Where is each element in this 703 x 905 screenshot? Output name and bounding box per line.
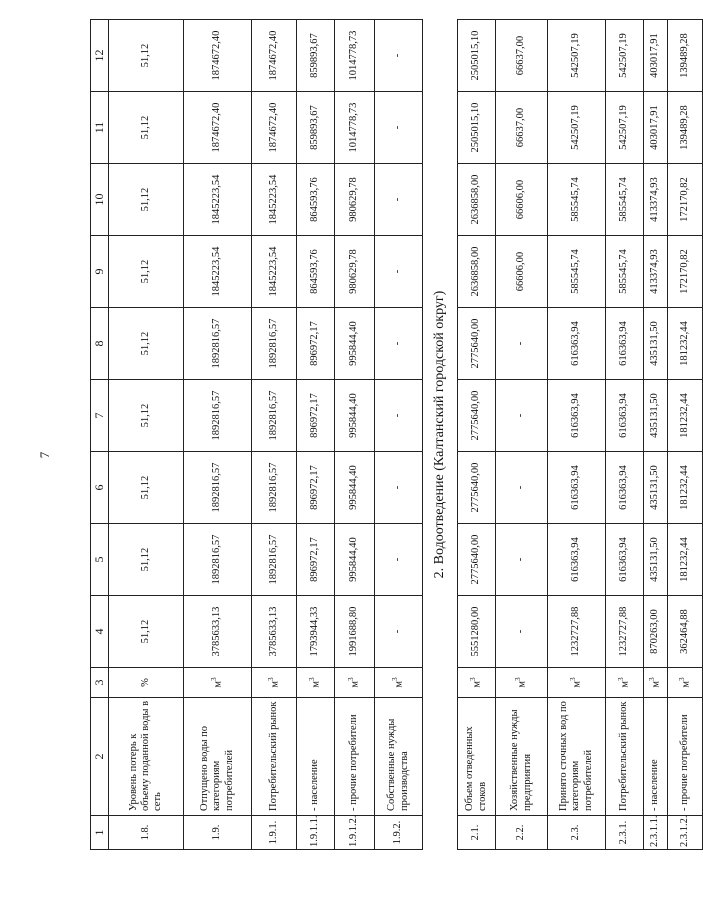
- row-code: 1.9.2.: [375, 816, 423, 850]
- value-cell: 1874672,40: [252, 92, 297, 164]
- value-cell: 51,12: [109, 236, 184, 308]
- value-cell: 1892816,57: [252, 308, 297, 380]
- value-cell: -: [375, 308, 423, 380]
- value-cell: 616363,94: [606, 452, 644, 524]
- value-cell: 616363,94: [548, 308, 606, 380]
- column-number-row: [91, 20, 109, 850]
- value-cell: 1892816,57: [184, 308, 252, 380]
- value-cell: 995844,40: [335, 308, 375, 380]
- column-number: 4: [91, 596, 109, 668]
- column-number: 9: [91, 236, 109, 308]
- value-cell: 66606,00: [496, 236, 548, 308]
- value-cell: 413374,93: [644, 236, 668, 308]
- value-cell: 585545,74: [548, 236, 606, 308]
- row-name: - население: [644, 698, 668, 816]
- row-name: - население: [297, 698, 335, 816]
- value-cell: 1793944,33: [297, 596, 335, 668]
- row-code: 1.9.1.1.: [297, 816, 335, 850]
- value-cell: 139489,28: [668, 92, 703, 164]
- value-cell: 980629,78: [335, 164, 375, 236]
- value-cell: -: [496, 452, 548, 524]
- value-cell: 1874672,40: [184, 20, 252, 92]
- value-cell: 51,12: [109, 92, 184, 164]
- unit-cell: $м^3$: [335, 668, 375, 698]
- value-cell: 51,12: [109, 308, 184, 380]
- value-cell: -: [375, 164, 423, 236]
- value-cell: 181232,44: [668, 524, 703, 596]
- unit-cell: $м^3$: [668, 668, 703, 698]
- value-cell: 1874672,40: [184, 92, 252, 164]
- value-cell: 1014778,73: [335, 20, 375, 92]
- value-cell: 172170,82: [668, 236, 703, 308]
- column-number: 7: [91, 380, 109, 452]
- value-cell: 542507,19: [606, 20, 644, 92]
- value-cell: 362464,88: [668, 596, 703, 668]
- value-cell: 2775640,00: [458, 308, 496, 380]
- value-cell: 1232727,88: [548, 596, 606, 668]
- value-cell: 864593,76: [297, 164, 335, 236]
- value-cell: 1991688,80: [335, 596, 375, 668]
- value-cell: 51,12: [109, 596, 184, 668]
- value-cell: 585545,74: [606, 236, 644, 308]
- value-cell: 542507,19: [606, 92, 644, 164]
- value-cell: 870263,00: [644, 596, 668, 668]
- value-cell: 181232,44: [668, 452, 703, 524]
- table-row: [109, 20, 184, 850]
- value-cell: 66637,00: [496, 92, 548, 164]
- data-table: [90, 19, 703, 850]
- value-cell: -: [375, 92, 423, 164]
- column-number: 3: [91, 668, 109, 698]
- value-cell: 435131,50: [644, 452, 668, 524]
- row-name: Отпущено воды по категориям потребителей: [184, 698, 252, 816]
- value-cell: 51,12: [109, 380, 184, 452]
- unit-cell: $м^3$: [375, 668, 423, 698]
- value-cell: 896972,17: [297, 524, 335, 596]
- table-row: [297, 20, 335, 850]
- value-cell: 1892816,57: [184, 452, 252, 524]
- table-row: [668, 20, 703, 850]
- row-code: 2.3.1.2.: [668, 816, 703, 850]
- value-cell: 859893,67: [297, 20, 335, 92]
- value-cell: 1892816,57: [252, 380, 297, 452]
- unit-cell: $м^3$: [496, 668, 548, 698]
- column-number: 11: [91, 92, 109, 164]
- value-cell: 403017,91: [644, 92, 668, 164]
- value-cell: 1892816,57: [184, 524, 252, 596]
- value-cell: 859893,67: [297, 92, 335, 164]
- value-cell: 980629,78: [335, 236, 375, 308]
- value-cell: 403017,91: [644, 20, 668, 92]
- value-cell: 1874672,40: [252, 20, 297, 92]
- unit-cell: $м^3$: [606, 668, 644, 698]
- value-cell: 51,12: [109, 164, 184, 236]
- value-cell: 1845223,54: [252, 164, 297, 236]
- value-cell: 1845223,54: [252, 236, 297, 308]
- value-cell: 1232727,88: [606, 596, 644, 668]
- value-cell: 896972,17: [297, 452, 335, 524]
- table-row: [606, 20, 644, 850]
- row-code: 1.9.1.: [252, 816, 297, 850]
- value-cell: 1014778,73: [335, 92, 375, 164]
- value-cell: -: [375, 236, 423, 308]
- value-cell: 181232,44: [668, 380, 703, 452]
- value-cell: 51,12: [109, 524, 184, 596]
- value-cell: 2505015,10: [458, 20, 496, 92]
- table-row: [252, 20, 297, 850]
- table-row: [644, 20, 668, 850]
- value-cell: 995844,40: [335, 524, 375, 596]
- value-cell: 995844,40: [335, 380, 375, 452]
- column-number: 6: [91, 452, 109, 524]
- rotated-table-sheet: [90, 20, 692, 850]
- column-number: 5: [91, 524, 109, 596]
- column-number: 2: [91, 698, 109, 816]
- row-name: Принято сточных вод по категориям потребителей: [548, 698, 606, 816]
- row-name: Объем отведенных стоков: [458, 698, 496, 816]
- value-cell: 616363,94: [548, 452, 606, 524]
- value-cell: 995844,40: [335, 452, 375, 524]
- unit-cell: %: [109, 668, 184, 698]
- value-cell: -: [375, 452, 423, 524]
- table-row: [375, 20, 423, 850]
- row-code: 2.1.: [458, 816, 496, 850]
- value-cell: 413374,93: [644, 164, 668, 236]
- row-name: Уровень потерь к объему поданной воды в сеть: [109, 698, 184, 816]
- value-cell: -: [496, 524, 548, 596]
- value-cell: 2636858,00: [458, 164, 496, 236]
- unit-cell: $м^3$: [184, 668, 252, 698]
- row-code: 2.3.: [548, 816, 606, 850]
- value-cell: 585545,74: [548, 164, 606, 236]
- value-cell: 435131,50: [644, 308, 668, 380]
- row-code: 1.8.: [109, 816, 184, 850]
- row-name: - прочие потребители: [335, 698, 375, 816]
- value-cell: 3785633,13: [252, 596, 297, 668]
- value-cell: -: [496, 380, 548, 452]
- page-number: 7: [37, 451, 52, 459]
- value-cell: 51,12: [109, 20, 184, 92]
- value-cell: 3785633,13: [184, 596, 252, 668]
- column-number: 12: [91, 20, 109, 92]
- unit-cell: $м^3$: [297, 668, 335, 698]
- value-cell: 435131,50: [644, 380, 668, 452]
- table-row: [458, 20, 496, 850]
- row-name: - прочие потребители: [668, 698, 703, 816]
- row-name: Потребительский рынок: [606, 698, 644, 816]
- value-cell: 864593,76: [297, 236, 335, 308]
- value-cell: 172170,82: [668, 164, 703, 236]
- value-cell: -: [375, 380, 423, 452]
- value-cell: 181232,44: [668, 308, 703, 380]
- value-cell: 896972,17: [297, 308, 335, 380]
- value-cell: 66637,00: [496, 20, 548, 92]
- value-cell: 616363,94: [606, 524, 644, 596]
- value-cell: 542507,19: [548, 92, 606, 164]
- unit-cell: $м^3$: [548, 668, 606, 698]
- table-row: [184, 20, 252, 850]
- column-number: 8: [91, 308, 109, 380]
- value-cell: 616363,94: [606, 380, 644, 452]
- value-cell: 5551280,00: [458, 596, 496, 668]
- value-cell: -: [375, 20, 423, 92]
- value-cell: 616363,94: [606, 308, 644, 380]
- row-code: 2.2.: [496, 816, 548, 850]
- column-number: 10: [91, 164, 109, 236]
- value-cell: 1892816,57: [252, 524, 297, 596]
- value-cell: 2775640,00: [458, 452, 496, 524]
- row-name: Хозяйственные нужды предприятия: [496, 698, 548, 816]
- unit-cell: $м^3$: [252, 668, 297, 698]
- value-cell: 51,12: [109, 452, 184, 524]
- unit-cell: $м^3$: [644, 668, 668, 698]
- row-name: Собственные нужды производства: [375, 698, 423, 816]
- value-cell: 2775640,00: [458, 524, 496, 596]
- value-cell: 66606,00: [496, 164, 548, 236]
- row-code: 1.9.1.2.: [335, 816, 375, 850]
- value-cell: 435131,50: [644, 524, 668, 596]
- value-cell: 2775640,00: [458, 380, 496, 452]
- value-cell: 1845223,54: [184, 164, 252, 236]
- value-cell: -: [375, 524, 423, 596]
- value-cell: -: [375, 596, 423, 668]
- value-cell: 896972,17: [297, 380, 335, 452]
- row-code: 2.3.1.1.: [644, 816, 668, 850]
- table-row: [496, 20, 548, 850]
- value-cell: 585545,74: [606, 164, 644, 236]
- value-cell: 2636858,00: [458, 236, 496, 308]
- unit-cell: $м^3$: [458, 668, 496, 698]
- row-name: Потребительский рынок: [252, 698, 297, 816]
- row-code: 1.9.: [184, 816, 252, 850]
- value-cell: 616363,94: [548, 380, 606, 452]
- value-cell: 1892816,57: [252, 452, 297, 524]
- value-cell: -: [496, 308, 548, 380]
- table-row: [548, 20, 606, 850]
- value-cell: 2505015,10: [458, 92, 496, 164]
- table-row: [335, 20, 375, 850]
- section-title: 2. Водоотведение (Калтанский городской округ): [423, 20, 458, 850]
- value-cell: 616363,94: [548, 524, 606, 596]
- value-cell: 542507,19: [548, 20, 606, 92]
- column-number: 1: [91, 816, 109, 850]
- value-cell: 139489,28: [668, 20, 703, 92]
- value-cell: 1892816,57: [184, 380, 252, 452]
- row-code: 2.3.1.: [606, 816, 644, 850]
- value-cell: -: [496, 596, 548, 668]
- value-cell: 1845223,54: [184, 236, 252, 308]
